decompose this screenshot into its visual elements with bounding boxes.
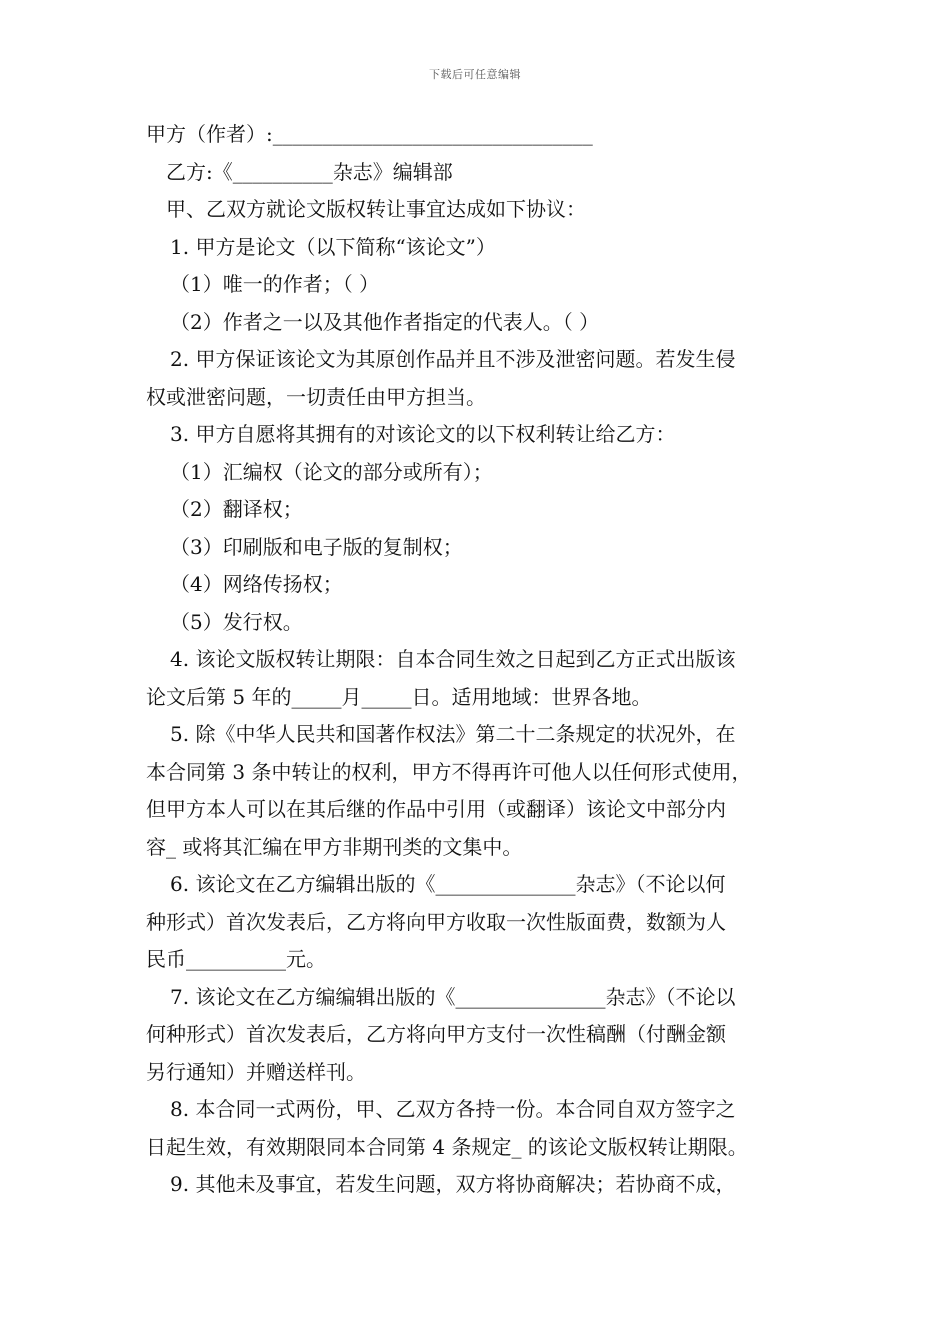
contract-body bbox=[146, 116, 810, 1204]
clause-3-item-2: （2）翻译权； bbox=[170, 497, 303, 521]
clause-6-line-3: 民币__________元。 bbox=[146, 947, 326, 971]
clause-5-line-2: 本合同第 3 条中转让的权利，甲方不得再许可他人以任何形式使用， bbox=[146, 759, 752, 784]
page-header: 下载后可任意编辑 bbox=[429, 68, 521, 81]
clause-1: 1. 甲方是论文（以下简称“该论文”） bbox=[170, 234, 496, 259]
clause-2-line-2: 权或泄密问题，一切责任由甲方担当。 bbox=[146, 384, 486, 409]
clause-1-option-2: （2）作者之一以及其他作者指定的代表人。（ ） bbox=[170, 309, 600, 334]
clause-8-line-2: 日起生效，有效期限同本合同第 4 条规定_ 的该论文版权转让期限。 bbox=[146, 1134, 748, 1159]
clause-7-line-2: 何种形式）首次发表后，乙方将向甲方支付一次性稿酬（付酬金额 bbox=[146, 1022, 726, 1046]
clause-3-item-3: （3）印刷版和电子版的复制权； bbox=[170, 534, 463, 559]
clause-6-line-2: 种形式）首次发表后，乙方将向甲方收取一次性版面费，数额为人 bbox=[146, 909, 726, 934]
party-b-line: 乙方:《__________杂志》编辑部 bbox=[166, 159, 453, 184]
clause-5-line-1: 5. 除《中华人民共和国著作权法》第二十二条规定的状况外，在 bbox=[170, 722, 736, 746]
clause-7-line-1: 7. 该论文在乙方编编辑出版的《_______________杂志》（不论以 bbox=[170, 984, 736, 1009]
clause-7-line-3: 另行通知）并赠送样刊。 bbox=[146, 1059, 366, 1084]
party-a-line: 甲方（作者）:________________________________ bbox=[146, 122, 593, 146]
clause-5-line-3: 但甲方本人可以在其后继的作品中引用（或翻译）该论文中部分内 bbox=[146, 797, 726, 821]
clause-4-line-1: 4. 该论文版权转让期限：自本合同生效之日起到乙方正式出版该 bbox=[170, 647, 736, 671]
clause-3-item-1: （1）汇编权（论文的部分或所有）； bbox=[170, 459, 493, 484]
clause-3: 3. 甲方自愿将其拥有的对该论文的以下权利转让给乙方： bbox=[170, 422, 676, 446]
clause-3-item-4: （4）网络传扬权； bbox=[170, 572, 343, 596]
clause-1-option-1: （1）唯一的作者；（ ） bbox=[170, 272, 380, 296]
clause-5-line-4: 容_ 或将其汇编在甲方非期刊类的文集中。 bbox=[146, 834, 523, 859]
clause-9-line-1: 9. 其他未及事宜，若发生问题，双方将协商解决；若协商不成， bbox=[170, 1172, 736, 1196]
clause-8-line-1: 8. 本合同一式两份，甲、乙双方各持一份。本合同自双方签字之 bbox=[170, 1097, 736, 1121]
clause-4-line-2: 论文后第 5 年的_____月_____日。适用地域：世界各地。 bbox=[146, 684, 652, 709]
clause-3-item-5: （5）发行权。 bbox=[170, 609, 303, 634]
agreement-intro: 甲、乙双方就论文版权转让事宜达成如下协议： bbox=[166, 197, 586, 221]
clause-2-line-1: 2. 甲方保证该论文为其原创作品并且不涉及泄密问题。若发生侵 bbox=[170, 347, 736, 371]
clause-6-line-1: 6. 该论文在乙方编辑出版的《______________杂志》（不论以何 bbox=[170, 872, 726, 896]
